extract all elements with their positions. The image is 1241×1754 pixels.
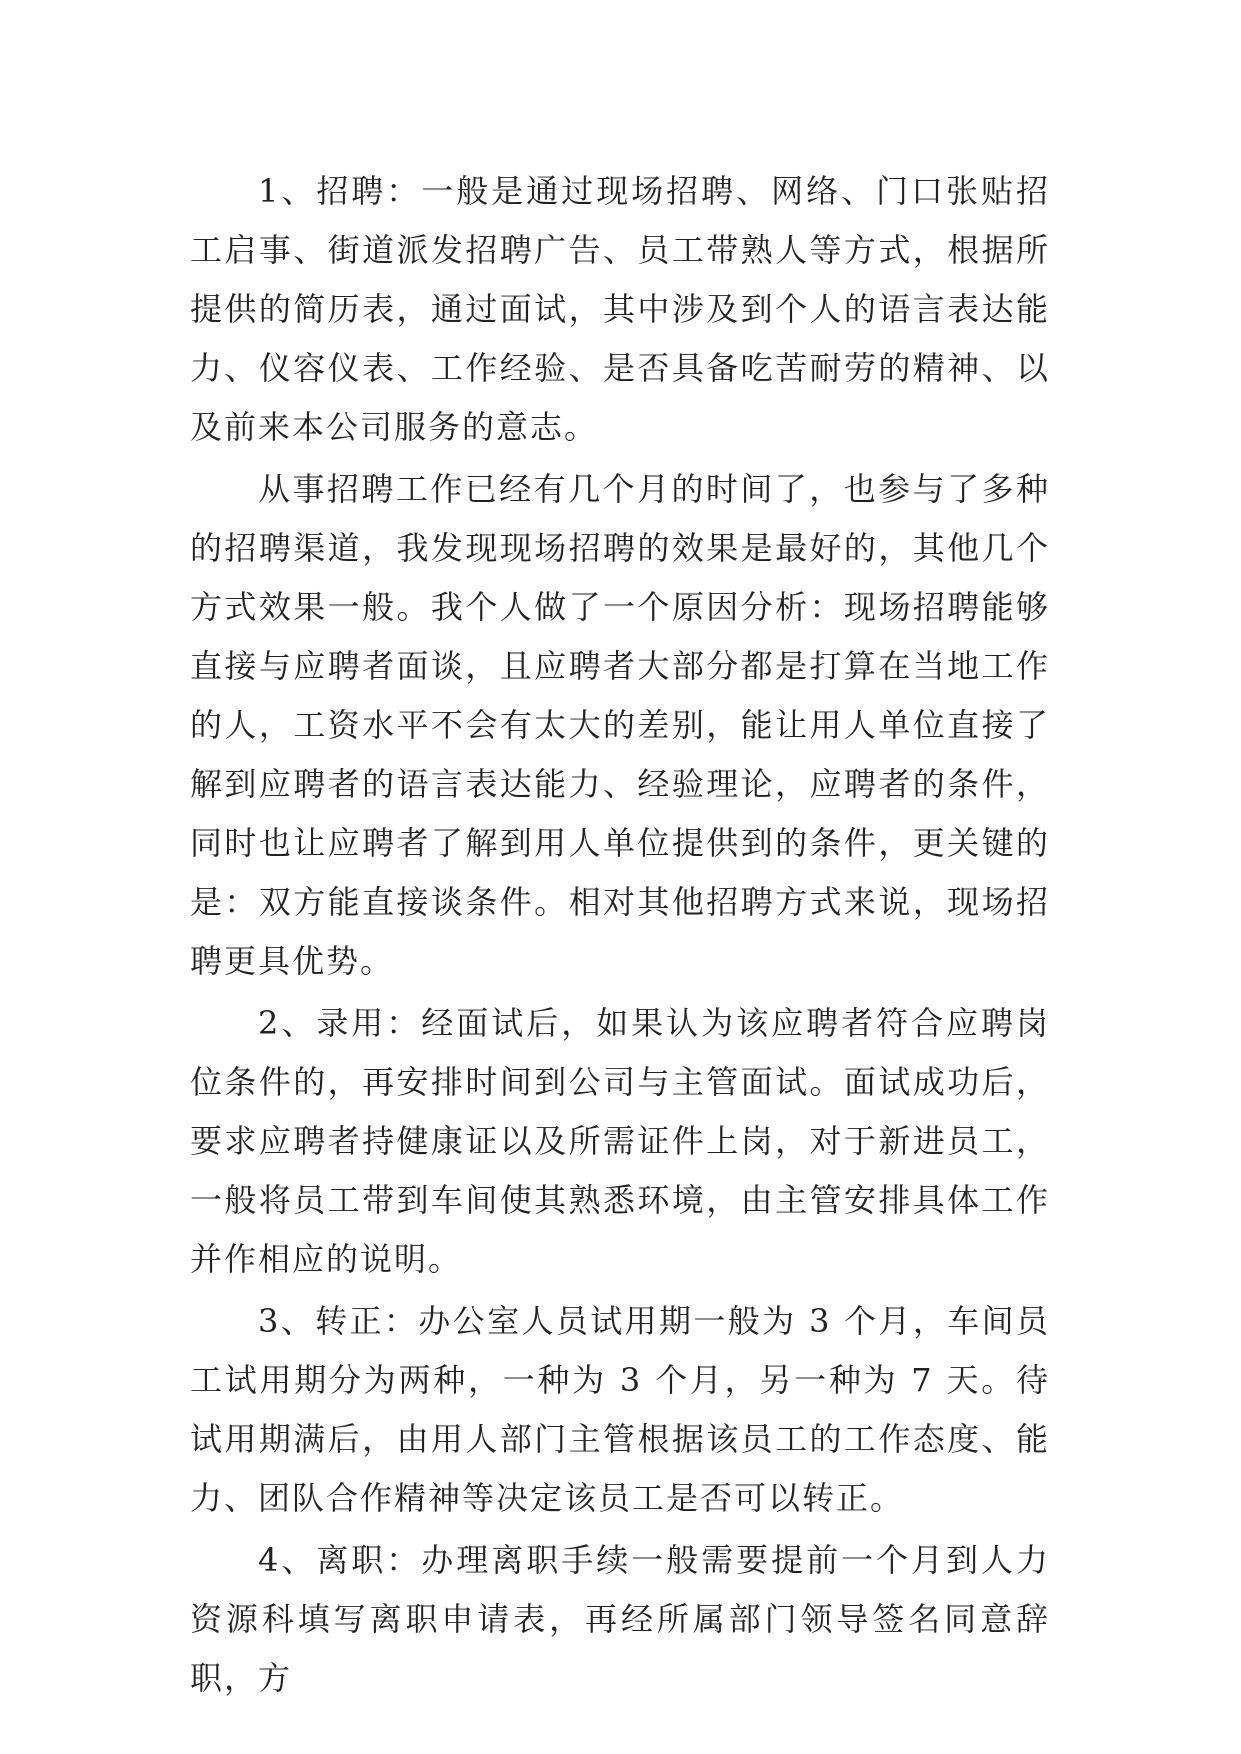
paragraph-recruitment: 1、招聘：一般是通过现场招聘、网络、门口张贴招工启事、街道派发招聘广告、员工带熟人等方式，根据所提供的简历表，通过面试，其中涉及到个人的语言表达能力、仪容仪表、工作经验、是否具备吃苦耐劳的精神、以及前来本公司服务的意志。 bbox=[190, 172, 1050, 446]
paragraph-regularization: 3、转正：办公室人员试用期一般为 3 个月，车间员工试用期分为两种，一种为 3 个月，另一种为 7 天。待试用期满后，由用人部门主管根据该员工的工作态度、能力、团队合作精神等决定该员工是否可以转正。 bbox=[190, 1302, 1050, 1517]
paragraph-resignation: 4、离职：办理离职手续一般需要提前一个月到人力资源科填写离职申请表，再经所属部门领导签名同意辞职，方 bbox=[190, 1541, 1050, 1697]
document-body bbox=[190, 162, 1050, 1711]
paragraph-recruitment-analysis: 从事招聘工作已经有几个月的时间了，也参与了多种的招聘渠道，我发现现场招聘的效果是最好的，其他几个方式效果一般。我个人做了一个原因分析：现场招聘能够直接与应聘者面谈，且应聘者大部分都是打算在当地工作的人，工资水平不会有太大的差别，能让用人单位直接了解到应聘者的语言表达能力、经验理论，应聘者的条件，同时也让应聘者了解到用人单位提供到的条件，更关键的是：双方能直接谈条件。相对其他招聘方式来说，现场招聘更具优势。 bbox=[190, 470, 1050, 980]
paragraph-hiring: 2、录用：经面试后，如果认为该应聘者符合应聘岗位条件的，再安排时间到公司与主管面试。面试成功后，要求应聘者持健康证以及所需证件上岗，对于新进员工，一般将员工带到车间使其熟悉环境，由主管安排具体工作并作相应的说明。 bbox=[190, 1004, 1050, 1278]
